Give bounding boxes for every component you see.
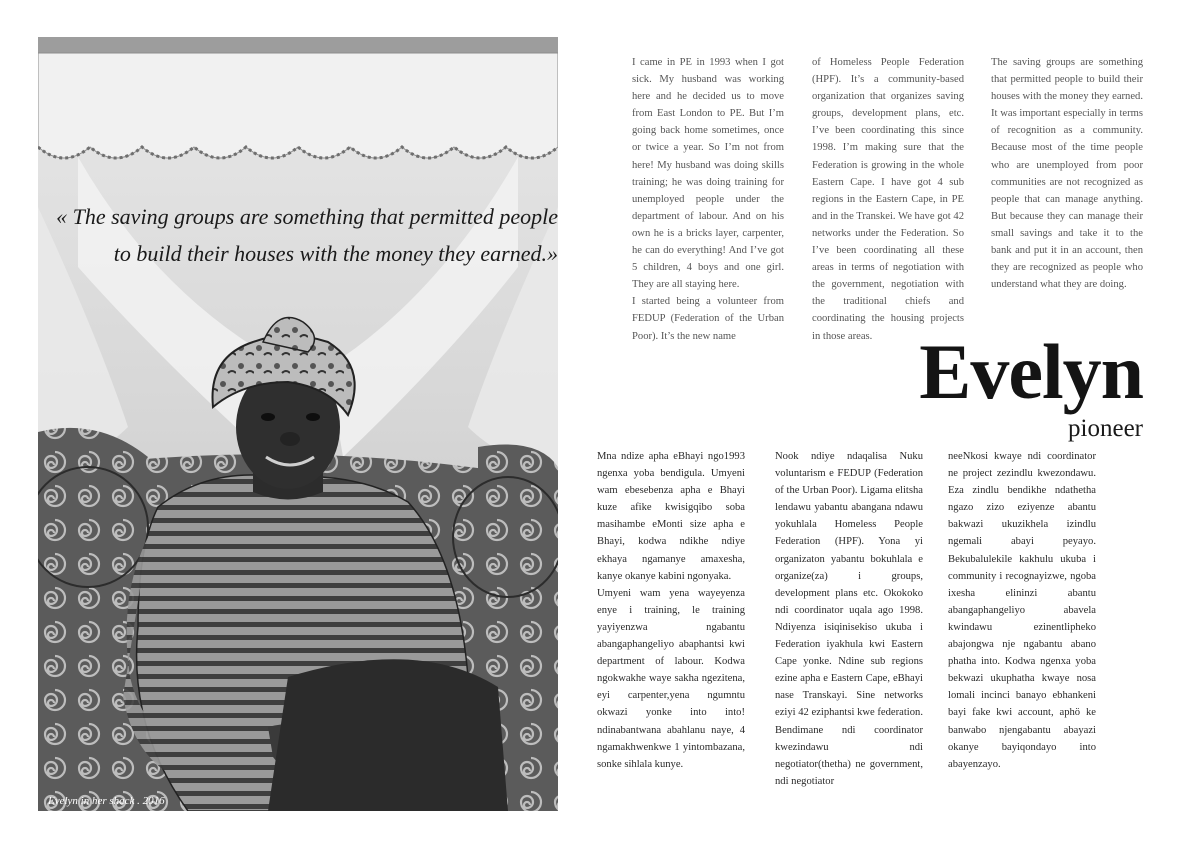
english-column-2 xyxy=(812,54,964,345)
portrait-photo xyxy=(38,37,558,811)
english-col2-paragraph: of Homeless People Federation (HPF). It’s a community-based organization that organizes saving groups, development plans, etc. I’ve been coordinating this since 1998. I’m making sure that the Federation is growing in the whole Eastern Cape. I have got 4 sub regions in the Eastern Cape, in PE and in the Transkei. We have got 42 networks under the Federation. So I’ve been coordinating all these areas in terms of negotiation with the government, negotiation with the traditional chiefs and coordinating the housing projects in those areas. xyxy=(812,57,964,342)
xhosa-col3-paragraph: neeNkosi kwaye ndi coordinator ne project zezindlu kwezondawu. Eza zindlu bendikhe ndathetha ngazo zizo eziyenze abantu bakwazi ukuzikhela izindlu ngemali abayi peyayo. Bekubalulekile kakhulu ukuba i community i recognayizwe, ngoba ixesha elininzi abantu abangaphangeliyo abavela kwindawu ezinentlipheko abajongwa nje ngabantu abano phatha into. Kodwa ngenxa yoba bekwazi ukuphatha kwaye nosa lomali incinci banayo ebhankeni bayi fake kwi account, aphö ke banwabo njengabantu abayazi okanye bayiqondayo into abayenzayo. xyxy=(948,451,1096,770)
english-col3-paragraph: The saving groups are something that permitted people to build their houses with the money they earned. It was important especially in terms of recognition as a community. Because most of the time people who are unemployed from poor communities are not recognized as people that can manage anything. But because they can manage their small savings and take it to the bank and put it in an account, then they are recognized as people who understand what they are doing. xyxy=(991,57,1143,291)
xhosa-col2-paragraph: Nook ndiye ndaqalisa Nuku voluntarism e FEDUP (Federation of the Urban Poor). Ligama elitsha lendawu yabantu abangana ndawu yokuhlala Homeless People Federation (HPF). Yona yi organizaton yabantu bokuhlala e organize(za) i groups, development plans etc. Okokoko ndi coordinator uqala ago 1998. Ndiyenza isiqinisekiso ukuba i Federation iyakhula kwi Eastern Cape yonke. Ndine sub regions ezine apha e Eastern Cape, eBhayi nase Transkayi. Sine networks eziyi 42 eziphantsi kwe federation. Bendimane ndi coordinator kwezindawu ndi negotiator(thetha) ne government, ndi negotiator xyxy=(775,451,923,787)
english-column-3 xyxy=(991,54,1143,293)
pull-quote: « The saving groups are something that permitted people to build their houses with the money they earned.» xyxy=(56,204,558,266)
page-subtitle: pioneer xyxy=(1068,415,1143,442)
portrait-illustration xyxy=(38,37,558,811)
english-column-1 xyxy=(632,54,784,345)
xhosa-col1-paragraph-1: Mna ndize apha eBhayi ngo1993 ngenxa yoba bendigula. Umyeni wam ebesebenza apha e Bhayi kuze afike kwisigqibo soba masihambe eMonti size apha e Bhayi, kodwa ndikhe ndiye ekhaya ngamanye amaxesha, kanye okanye kabini ngonyaka. xyxy=(597,451,745,582)
xhosa-column-2 xyxy=(775,448,923,790)
xhosa-column-1 xyxy=(597,448,745,773)
xhosa-col1-paragraph-2: Umyeni wam yena wayeyenza enye i training, le training yayiyenzwa ngabantu abangaphangeliyo abaphantsi kwi department of labour. Kodwa ngokwakhe waye sakha ngezitena, eyi carpenter,yena ngumntu okwazi yonke into into! ndinabantwana abahlanu naye, 4 ngamakhwenkwe 1 yintombazana, sonke sihlala kunye. xyxy=(597,587,745,770)
english-col1-paragraph-1: I came in PE in 1993 when I got sick. My husband was working here and he decided us to move from East London to PE. But I’m going back home sometimes, once or twice a year. So I’m not from here! My husband was doing skills training; he was doing training for unemployed people under the department of labour. And on his own he is a bricks layer, carpenter, he can do everything! And I’ve got 5 children, 4 boys and one girl. They are all staying here. xyxy=(632,57,784,291)
xhosa-column-3 xyxy=(948,448,1096,773)
photo-caption: Evelyn in her shack . 2016 xyxy=(48,795,165,807)
english-col1-paragraph-2: I started being a volunteer from FEDUP (Federation of the Urban Poor). It’s the new name xyxy=(632,296,784,342)
page-title: Evelyn xyxy=(919,328,1143,415)
